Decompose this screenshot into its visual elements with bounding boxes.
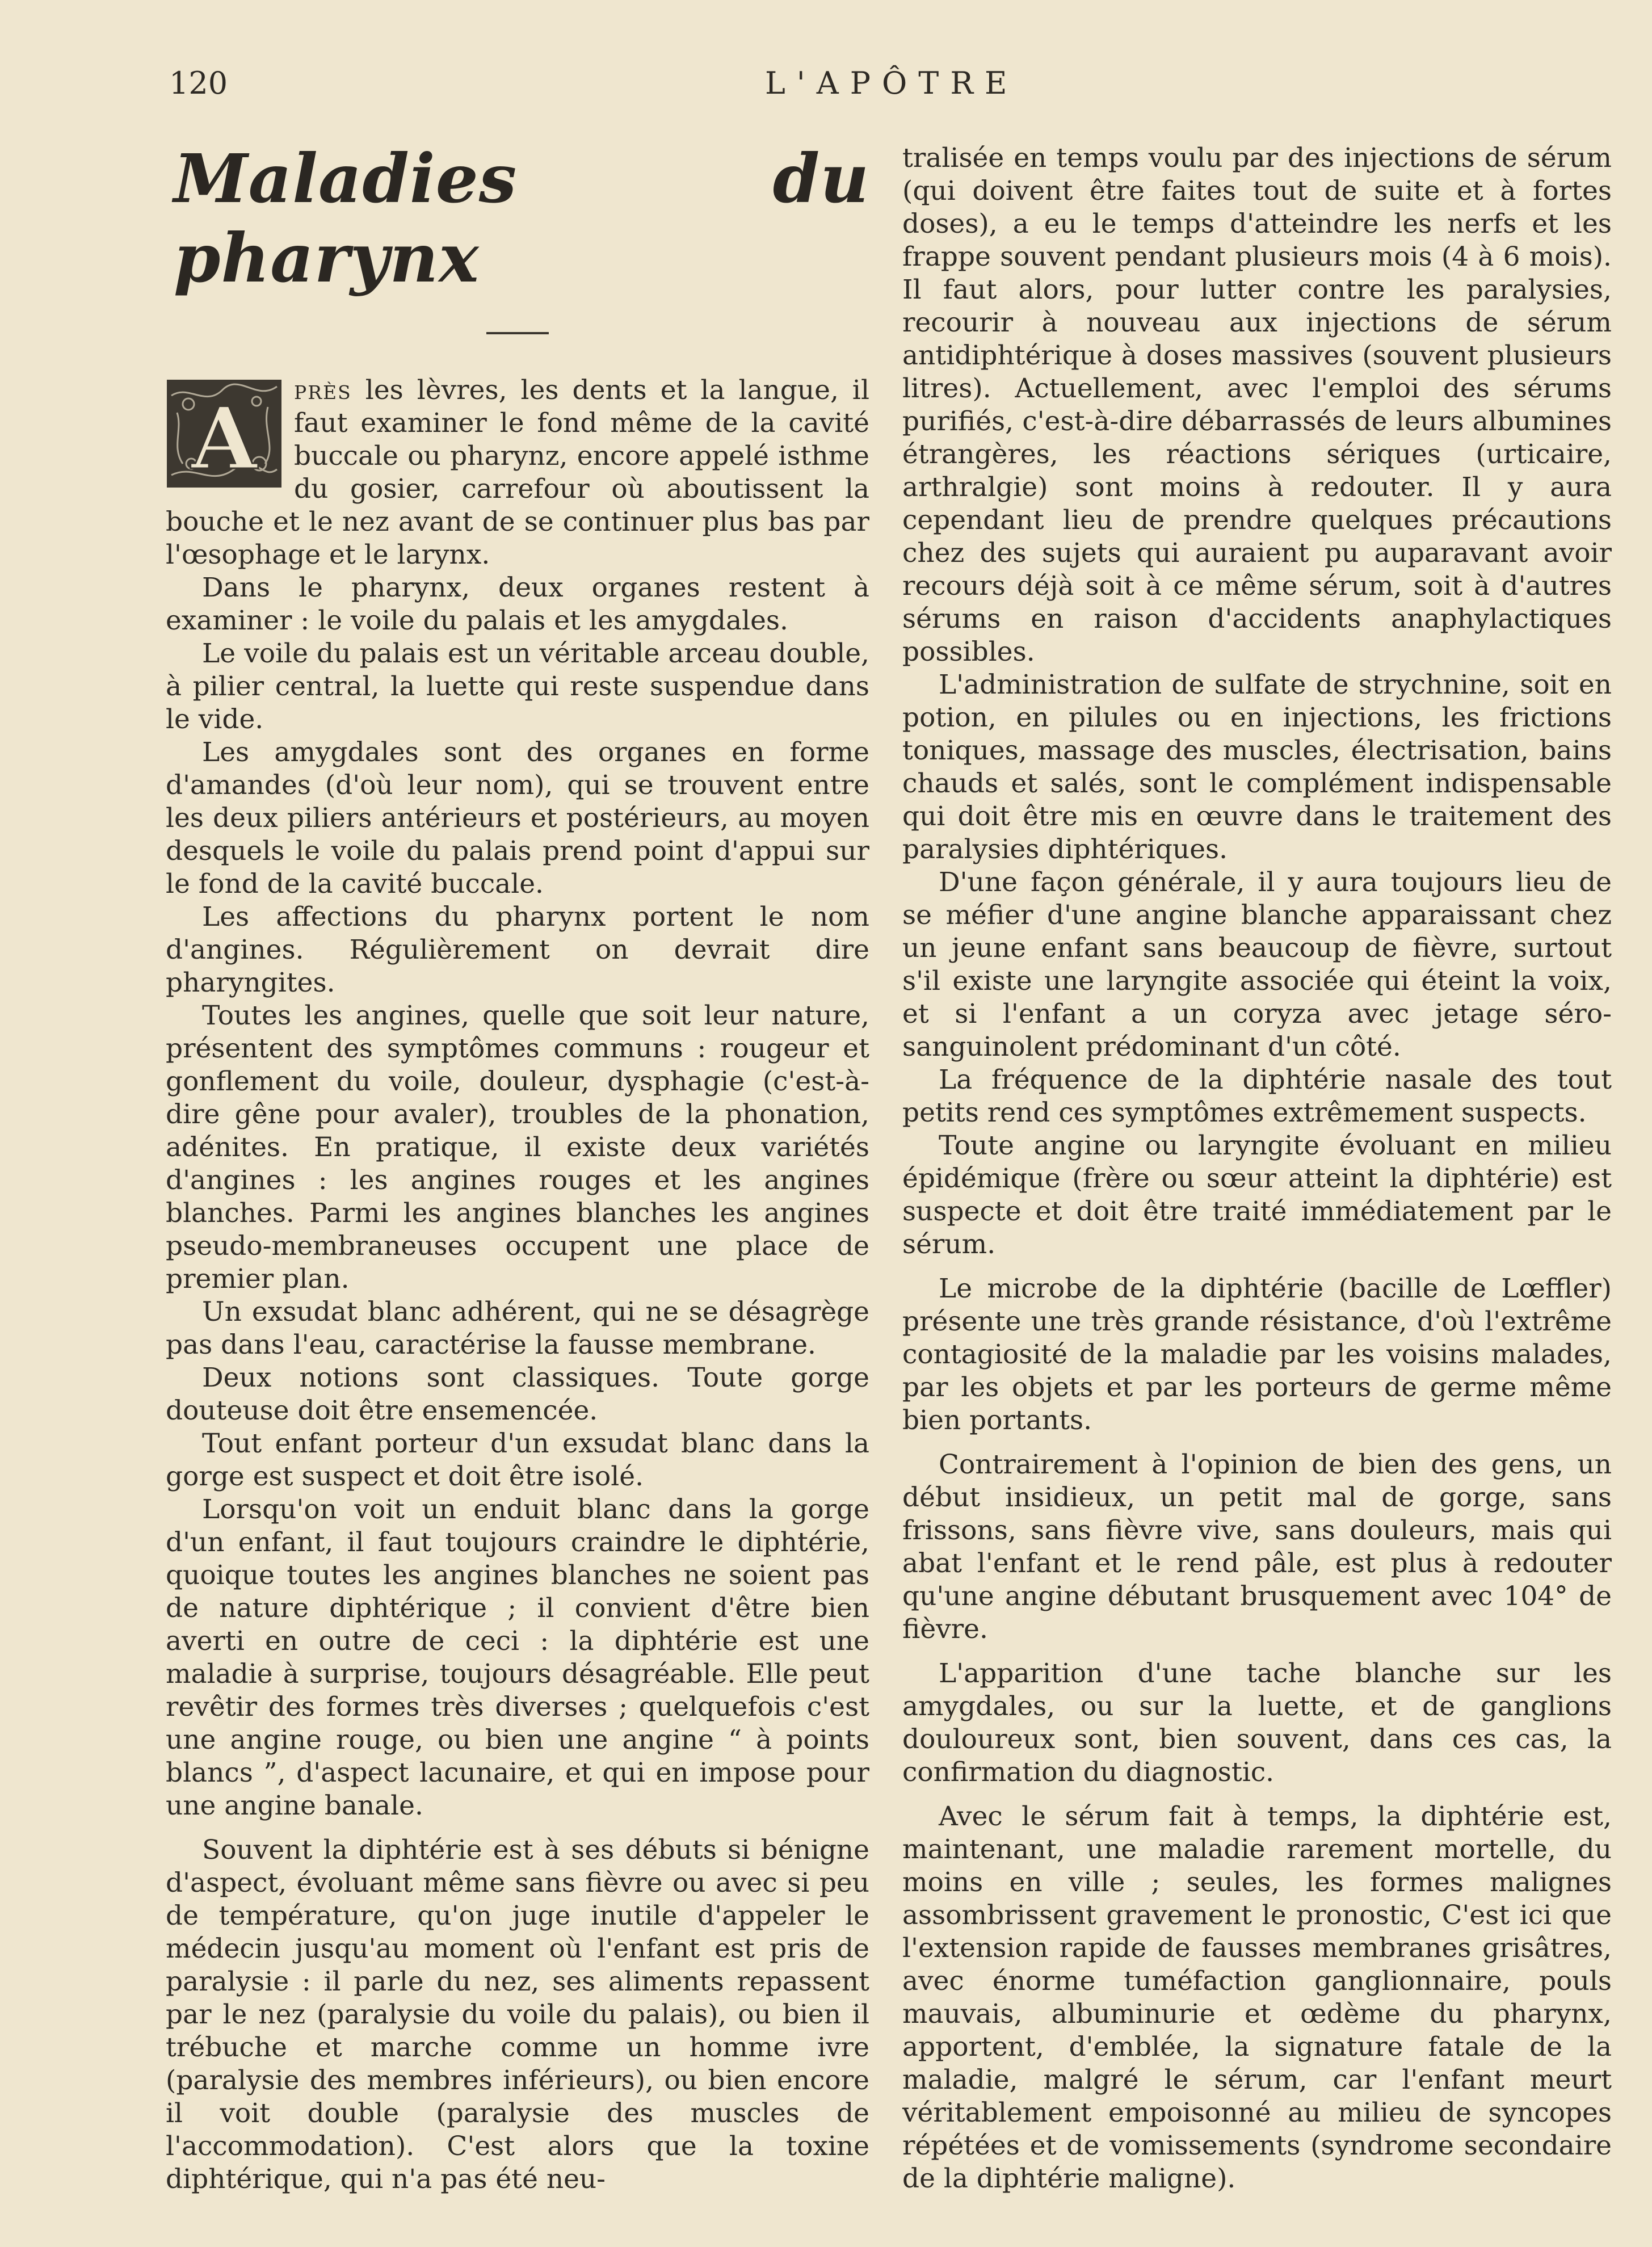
- paragraph: Dans le pharynx, deux organes restent à examiner : le voile du palais et les amygdales.: [166, 572, 869, 636]
- paragraph-text: les lèvres, les dents et la langue, il faut examiner le fond même de la cavité buccale ou pharynz, encore appelé isthme du gosier, carrefour où aboutissent la bouche et le nez avant de se continuer plus bas par l'œsophage et le larynx.: [166, 375, 869, 570]
- paragraph: Souvent la diphtérie est à ses débuts si bénigne d'aspect, évoluant même sans fièvre ou avec si peu de température, qu'on juge inutile d'appeler le médecin jusqu'au moment où l'enfant est pris de paralysie : il parle du nez, ses aliments repassent par le nez (paralysie du voile du palais), ou bien il trébuche et marche comme un homme ivre (paralysie des membres inférieurs), ou bien encore il voit double (paralysie des muscles de l'accommodation). C'est alors que la toxine diphtérique, qui n'a pas été neu-: [166, 1834, 869, 2195]
- paragraph: Le voile du palais est un véritable arceau double, à pilier central, la luette qui reste suspendue dans le vide.: [166, 638, 869, 735]
- paragraph: [166, 374, 869, 572]
- paragraph: Toute angine ou laryngite évoluant en milieu épidémique (frère ou sœur atteint la diphtérie) est suspecte et doit être traité immédiatement par le sérum.: [902, 1130, 1612, 1260]
- right-column: [902, 142, 1612, 2195]
- paragraph: Le microbe de la diphtérie (bacille de Lœffler) présente une très grande résistance, d'où l'extrême contagiosité de la maladie par les voisins malades, par les objets et par les porteurs de germe même bien portants.: [902, 1273, 1612, 1436]
- paragraph: Deux notions sont classiques. Toute gorge douteuse doit être ensemencée.: [166, 1362, 869, 1426]
- dropcap-letter: A: [191, 389, 258, 489]
- paragraph: Tout enfant porteur d'un exsudat blanc dans la gorge est suspect et doit être isolé.: [166, 1428, 869, 1492]
- paragraph: Lorsqu'on voit un enduit blanc dans la gorge d'un enfant, il faut toujours craindre le diphtérie, quoique toutes les angines blanches ne soient pas de nature diphtérique ; il convient d'être bien averti en outre de ceci : la diphtérie est une maladie à surprise, toujours désagréable. Elle peut revêtir des formes très diverses ; quelquefois c'est une angine rouge, ou bien une angine “ à points blancs ”, d'aspect lacunaire, et qui en impose pour une angine banale.: [166, 1494, 869, 1821]
- first-word-rest: près: [294, 375, 352, 406]
- journal-title: L'APÔTRE: [765, 65, 1019, 101]
- left-column: [166, 139, 869, 2196]
- dropcap-ornament-icon: [166, 379, 283, 489]
- paragraph: Avec le sérum fait à temps, la diphtérie est, maintenant, une maladie rarement mortelle, du moins en ville ; seules, les formes malignes assombrissent gravement le pronostic, C'est ici que l'extension rapide de fausses membranes grisâtres, avec énorme tuméfaction ganglionnaire, pouls mauvais, albuminurie et œdème du pharynx, apportent, d'emblée, la signature fatale de la maladie, malgré le sérum, car l'enfant meurt véritablement empoisonné au milieu de syncopes répétées et de vomissements (syndrome secondaire de la diphtérie maligne).: [902, 1801, 1612, 2194]
- paragraph: Un exsudat blanc adhérent, qui ne se désagrège pas dans l'eau, caractérise la fausse membrane.: [166, 1296, 869, 1360]
- paragraph: Les affections du pharynx portent le nom d'angines. Régulièrement on devrait dire pharyngites.: [166, 901, 869, 998]
- paragraph: Toutes les angines, quelle que soit leur nature, présentent des symptômes communs : rougeur et gonflement du voile, douleur, dysphagie (c'est-à-dire gêne pour avaler), troubles de la phonation, adénites. En pratique, il existe deux variétés d'angines : les angines rouges et les angines blanches. Parmi les angines blanches les angines pseudo-membraneuses occupent une place de premier plan.: [166, 1000, 869, 1295]
- article-title: Maladies du pharynx: [174, 139, 869, 297]
- paragraph: La fréquence de la diphtérie nasale des tout petits rend ces symptômes extrêmement suspects.: [902, 1064, 1612, 1128]
- paragraph: L'administration de sulfate de strychnine, soit en potion, en pilules ou en injections, les frictions toniques, massage des muscles, électrisation, bains chauds et salés, sont le complément indispensable qui doit être mis en œuvre dans le traitement des paralysies diphtériques.: [902, 669, 1612, 865]
- paragraph: D'une façon générale, il y aura toujours lieu de se méfier d'une angine blanche apparaissant chez un jeune enfant sans beaucoup de fièvre, surtout s'il existe une laryngite associée qui éteint la voix, et si l'enfant a un coryza avec jetage séro-sanguinolent prédominant d'un côté.: [902, 867, 1612, 1062]
- running-header: [169, 65, 1588, 111]
- paragraph: Les amygdales sont des organes en forme d'amandes (d'où leur nom), qui se trouvent entre les deux piliers antérieurs et postérieurs, au moyen desquels le voile du palais prend point d'appui sur le fond de la cavité buccale.: [166, 737, 869, 900]
- dropcap-ornament: [166, 379, 283, 489]
- paragraph: tralisée en temps voulu par des injections de sérum (qui doivent être faites tout de suite et à fortes doses), a eu le temps d'atteindre les nerfs et les frappe souvent pendant plusieurs mois (4 à 6 mois). Il faut alors, pour lutter contre les paralysies, recourir à nouveau aux injections de sérum antidiphtérique à doses massives (souvent plusieurs litres). Actuellement, avec l'emploi des sérums purifiés, c'est-à-dire débarrassés de leurs albumines étrangères, les réactions sériques (urticaire, arthralgie) sont moins à redouter. Il y aura cependant lieu de prendre quelques précautions chez des sujets qui auraient pu auparavant avoir recours déjà soit à ce même sérum, soit à d'autres sérums en raison d'accidents anaphylactiques possibles.: [902, 142, 1612, 667]
- paragraph: Contrairement à l'opinion de bien des gens, un début insidieux, un petit mal de gorge, sans frissons, sans fièvre vive, sans douleurs, mais qui abat l'enfant et le rend pâle, est plus à redouter qu'une angine débutant brusquement avec 104° de fièvre.: [902, 1449, 1612, 1645]
- paragraph: L'apparition d'une tache blanche sur les amygdales, ou sur la luette, et de ganglions douloureux sont, bien souvent, dans ces cas, la confirmation du diagnostic.: [902, 1658, 1612, 1788]
- page-number: 120: [169, 65, 228, 101]
- title-divider: [486, 332, 549, 334]
